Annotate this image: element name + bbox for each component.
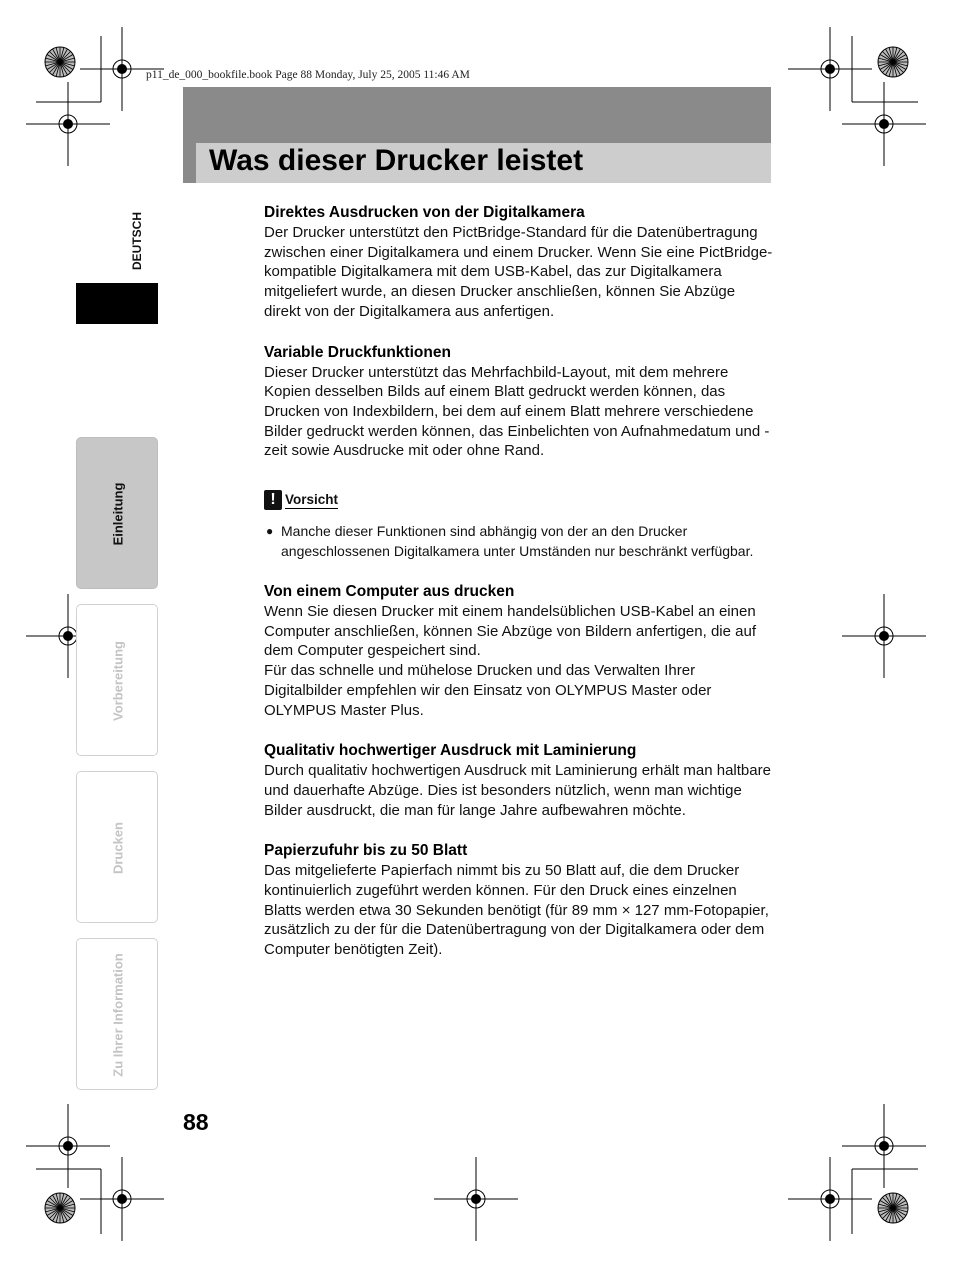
language-label: DEUTSCH (130, 211, 144, 270)
section-heading: Direktes Ausdrucken von der Digitalkamera (264, 204, 585, 221)
registration-star-icon (45, 47, 75, 77)
tab-zu-ihrer-information[interactable] (76, 938, 158, 1090)
tab-label: Drucken (110, 821, 126, 875)
crosshair-icon (842, 1104, 926, 1188)
title-band-dark (183, 87, 771, 143)
paragraph: Wenn Sie diesen Drucker mit einem handelsüblichen USB-Kabel an einen Computer anschließen, können Sie Abzüge von Bildern anfertigen, die auf dem Computer gespeichert sind. (264, 603, 756, 660)
crosshair-icon (842, 82, 926, 166)
crosshair-icon (434, 1157, 518, 1241)
section-direct-print (264, 203, 774, 322)
crosshair-icon (80, 1157, 164, 1241)
tab-label: Einleitung (110, 482, 126, 546)
caution-icon: ! (264, 490, 282, 510)
caution-box (264, 489, 774, 561)
caution-item (264, 521, 774, 561)
section-heading: Papierzufuhr bis zu 50 Blatt (264, 842, 468, 860)
section-heading: Variable Druckfunktionen (264, 343, 451, 361)
registration-star-icon (878, 1193, 908, 1223)
print-header: p11_de_000_bookfile.book Page 88 Monday, July 25, 2005 11:46 AM (146, 69, 470, 81)
section-body (264, 363, 774, 462)
caution-label: Vorsicht (285, 491, 339, 507)
crosshair-icon (788, 27, 872, 111)
registration-star-icon (878, 47, 908, 77)
section-body (264, 761, 774, 820)
main-content (264, 203, 774, 981)
section-paper-feed (264, 841, 774, 960)
caution-title (264, 489, 774, 511)
registration-star-icon (45, 1193, 75, 1223)
crosshair-icon (26, 1104, 110, 1188)
section-body (264, 602, 774, 720)
paragraph: Für das schnelle und mühelose Drucken und das Verwalten Ihrer Digitalbilder empfehlen wir den Einsatz von OLYMPUS Master oder OLYMPUS Master Plus. (264, 662, 712, 719)
bullet-icon: ● (266, 524, 274, 539)
title-band-edge (183, 143, 196, 183)
paragraph: Durch qualitativ hochwertigen Ausdruck mit Laminierung erhält man haltbare und dauerhafte Abzüge. Dies ist besonders nützlich, wenn man wichtige Bilder ausdruckt, die man für lange Jahre aufbewahren möchte. (264, 762, 771, 819)
crosshair-icon (842, 594, 926, 678)
tab-drucken[interactable] (76, 771, 158, 923)
section-body (264, 861, 774, 960)
page-title: Was dieser Drucker leistet (209, 144, 584, 177)
crosshair-icon (26, 82, 110, 166)
section-body (264, 223, 774, 322)
caution-text: Manche dieser Funktionen sind abhängig von der an den Drucker angeschlossenen Digitalkamera unter Umständen nur beschränkt verfügbar. (281, 523, 754, 560)
crosshair-icon (788, 1157, 872, 1241)
paragraph: Dieser Drucker unterstützt das Mehrfachbild-Layout, mit dem mehrere Kopien desselben Bilds auf einem Blatt gedruckt werden können, das Drucken von Indexbildern, bei dem auf einem Blatt mehrere verschiedene Bilder gedruckt werden können, das Einbelichten von Aufnahmedatum und -zeit sowie Ausdrucke mit oder ohne Rand. (264, 363, 770, 460)
page-number: 88 (183, 1109, 209, 1135)
section-lamination (264, 741, 774, 820)
section-heading: Qualitativ hochwertiger Ausdruck mit Laminierung (264, 742, 637, 760)
section-heading: Von einem Computer aus drucken (264, 583, 515, 601)
tab-label: Zu Ihrer Information (110, 953, 126, 1077)
tab-einleitung[interactable] (76, 437, 158, 589)
paragraph: Der Drucker unterstützt den PictBridge-Standard für die Datenübertragung zwischen einer Digitalkamera und einem Drucker. Wenn Sie eine PictBridge-kompatible Digitalkamera mit dem USB-Kabel, das zur Digitalkamera mitgeliefert wurde, an diesen Drucker anschließen, können Sie Abzüge direkt von der Digitalkamera aus anfertigen. (264, 224, 773, 320)
section-variable-functions (264, 343, 774, 462)
tab-vorbereitung[interactable] (76, 604, 158, 756)
paragraph: Das mitgelieferte Papierfach nimmt bis zu 50 Blatt auf, die dem Drucker kontinuierlich zugeführt werden können. Für den Druck eines einzelnen Blatts werden etwa 30 Sekunden benötigt (für 89 mm × 127 mm-Fotopapier, zusätzlich zu der für die Datenübertragung von der Digitalkamera oder dem Computer benötigten Zeit). (264, 862, 769, 959)
language-marker (76, 283, 158, 324)
section-computer-print (264, 582, 774, 720)
tab-label: Vorbereitung (110, 641, 126, 721)
